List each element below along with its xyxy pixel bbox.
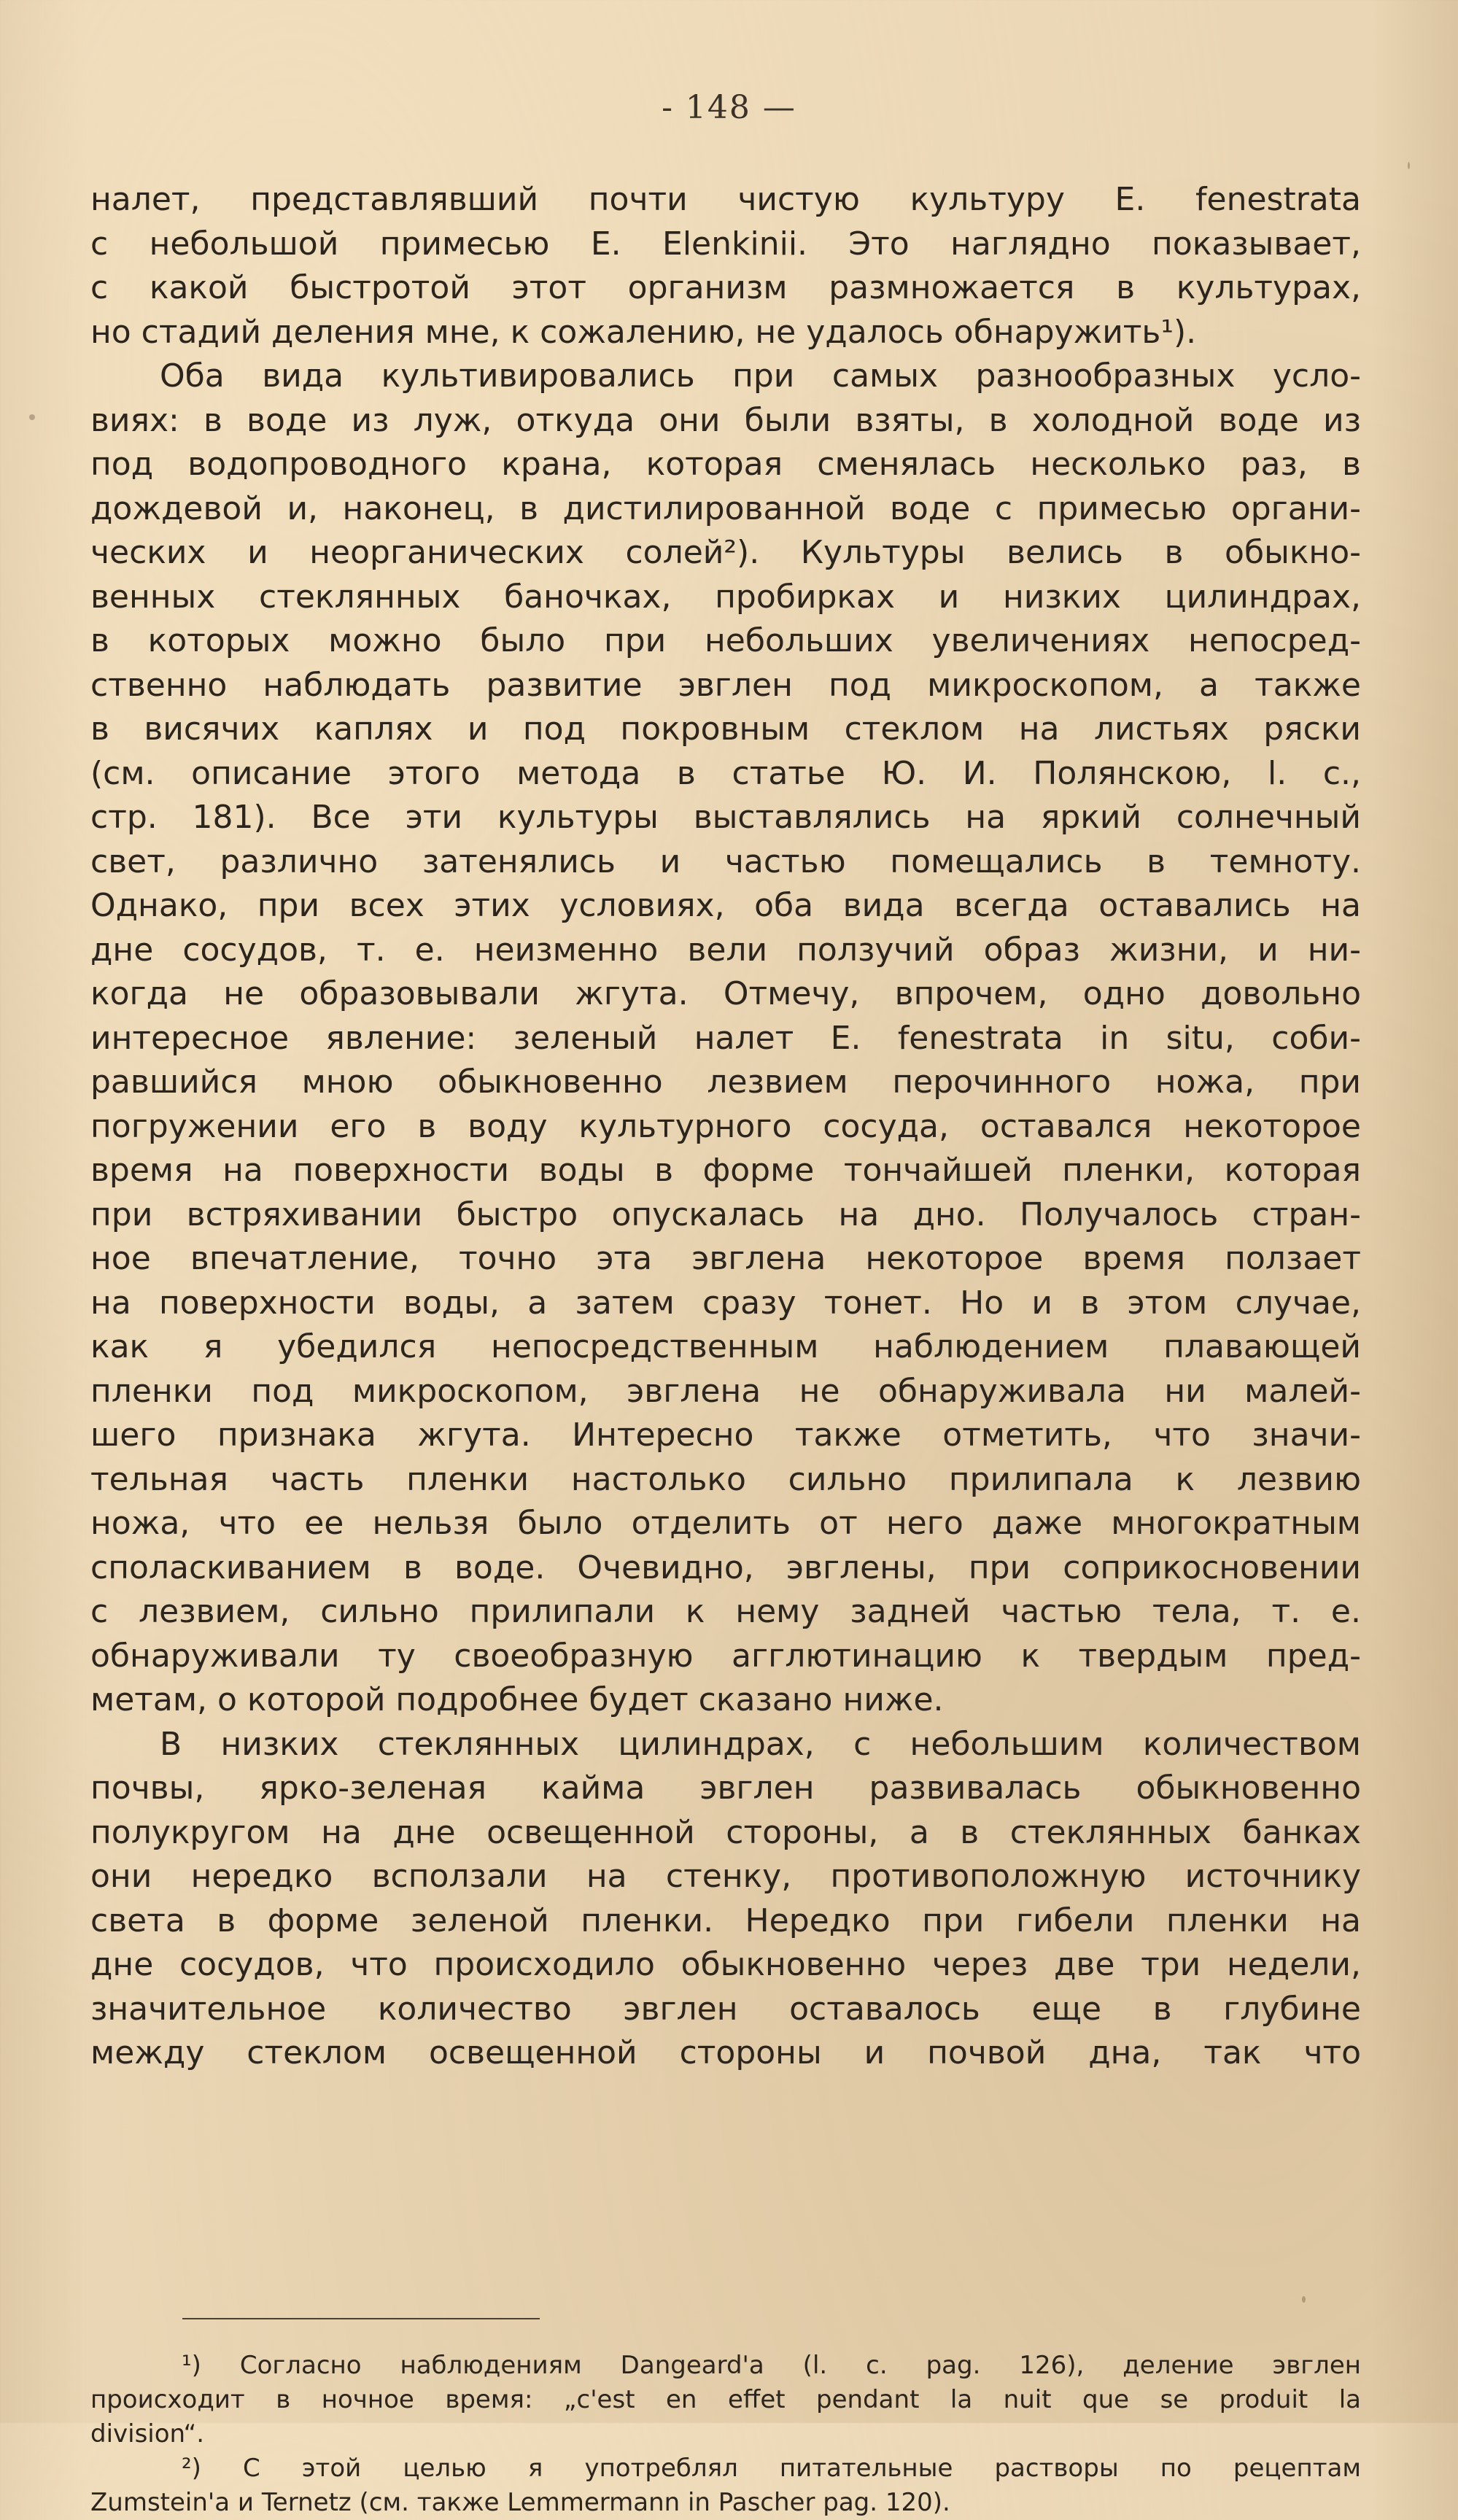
footnote-line: ¹) Согласно наблюдениям Dangeard'a (l. c. pag. 126), деление эвглен xyxy=(182,2351,1361,2380)
text-line: интересное явление: зеленый налет E. fenestrata in situ, соби- xyxy=(90,1019,1361,1057)
text-line: при встряхивании быстро опускалась на дно. Получалось стран- xyxy=(90,1195,1361,1233)
text-line: налет, представлявший почти чистую культуру E. fenestrata xyxy=(90,181,1361,218)
text-line: но стадий деления мне, к сожалению, не удалось обнаружить¹). xyxy=(90,313,1197,351)
text-line: значительное количество эвглен оставалось еще в глубине xyxy=(90,1990,1361,2028)
text-line: в которых можно было при небольших увеличениях непосред- xyxy=(90,622,1361,659)
text-line: дне сосудов, т. е. неизменно вели ползучий образ жизни, и ни- xyxy=(90,931,1361,969)
paper-speck xyxy=(29,414,35,420)
text-line: ножа, что ее нельзя было отделить от него даже многократным xyxy=(90,1505,1361,1542)
text-line: время на поверхности воды в форме тончайшей пленки, которая xyxy=(90,1152,1361,1189)
text-line: между стеклом освещенной стороны и почвой дна, так что xyxy=(90,2034,1361,2071)
footnote-line: ²) С этой целью я употреблял питательные растворы по рецептам xyxy=(182,2454,1361,2483)
text-line: почвы, ярко-зеленая кайма эвглен развивалась обыкновенно xyxy=(90,1769,1361,1807)
text-line: на поверхности воды, а затем сразу тонет. Но и в этом случае, xyxy=(90,1284,1361,1322)
paper-speck xyxy=(1302,2296,1306,2303)
text-line: В низких стеклянных цилиндрах, с небольшим количеством xyxy=(160,1725,1361,1763)
text-line: в висячих каплях и под покровным стеклом на листьях ряски xyxy=(90,710,1361,748)
paper-speck xyxy=(1408,162,1410,169)
text-line: венных стеклянных баночках, пробирках и низких цилиндрах, xyxy=(90,578,1361,616)
page-number: - 148 — xyxy=(662,89,796,126)
text-line: они нередко всползали на стенку, противоположную источнику xyxy=(90,1858,1361,1895)
text-line: свет, различно затенялись и частью помещались в темноту. xyxy=(90,842,1361,880)
text-line: стр. 181). Все эти культуры выставлялись на яркий солнечный xyxy=(90,799,1361,836)
text-line: метам, о которой подробнее будет сказано ниже. xyxy=(90,1681,944,1718)
text-line: когда не образовывали жгута. Отмечу, впрочем, одно довольно xyxy=(90,975,1361,1012)
text-line: ческих и неорганических солей²). Культуры велись в обыкно- xyxy=(90,534,1361,571)
text-line: споласкиванием в воде. Очевидно, эвглены, при соприкосновении xyxy=(90,1548,1361,1586)
body-text xyxy=(90,178,1361,2076)
text-line: тельная часть пленки настолько сильно прилипала к лезвию xyxy=(90,1460,1361,1498)
text-line: как я убедился непосредственным наблюдением плавающей xyxy=(90,1328,1361,1365)
footnote-divider xyxy=(182,2318,540,2319)
text-line: дождевой и, наконец, в дистилированной воде с примесью органи- xyxy=(90,489,1361,527)
text-line: виях: в воде из луж, откуда они были взяты, в холодной воде из xyxy=(90,401,1361,439)
text-line: шего признака жгута. Интересно также отметить, что значи- xyxy=(90,1416,1361,1454)
text-line: ное впечатление, точно эта эвглена некоторое время ползает xyxy=(90,1240,1361,1277)
footnote-line: происходит в ночное время: „c'est en effet pendant la nuit que se produit la xyxy=(90,2385,1361,2414)
text-line: с небольшой примесью E. Elenkinii. Это наглядно показывает, xyxy=(90,225,1361,263)
footnote-line: Zumstein'a и Ternetz (см. также Lemmermann in Pascher pag. 120). xyxy=(90,2488,950,2517)
text-line: Однако, при всех этих условиях, оба вида всегда оставались на xyxy=(90,887,1361,924)
footnotes xyxy=(90,2349,1361,2520)
text-line: пленки под микроскопом, эвглена не обнаруживала ни малей- xyxy=(90,1372,1361,1410)
text-line: равшийся мною обыкновенно лезвием перочинного ножа, при xyxy=(90,1063,1361,1101)
text-line: (см. описание этого метода в статье Ю. И. Полянскою, l. c., xyxy=(90,754,1361,792)
text-line: Оба вида культивировались при самых разнообразных усло- xyxy=(160,357,1361,395)
text-line: с лезвием, сильно прилипали к нему задней частью тела, т. е. xyxy=(90,1593,1361,1630)
text-line: полукругом на дне освещенной стороны, а в стеклянных банках xyxy=(90,1813,1361,1851)
text-line: ственно наблюдать развитие эвглен под микроскопом, а также xyxy=(90,666,1361,704)
text-line: обнаруживали ту своеобразную агглютинацию к твердым пред- xyxy=(90,1637,1361,1675)
text-line: с какой быстротой этот организм размножается в культурах, xyxy=(90,269,1361,306)
footnote-line: division“. xyxy=(90,2419,205,2449)
text-line: света в форме зеленой пленки. Нередко при гибели пленки на xyxy=(90,1901,1361,1939)
text-line: под водопроводного крана, которая сменялась несколько раз, в xyxy=(90,446,1361,483)
text-line: дне сосудов, что происходило обыкновенно через две три недели, xyxy=(90,1946,1361,1983)
text-line: погружении его в воду культурного сосуда, оставался некоторое xyxy=(90,1107,1361,1145)
